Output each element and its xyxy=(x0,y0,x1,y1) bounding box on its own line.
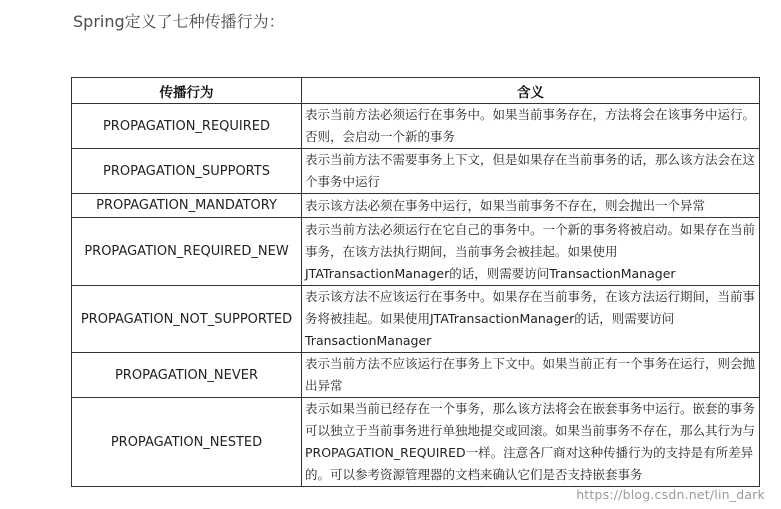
propagation-name: PROPAGATION_MANDATORY xyxy=(72,194,302,218)
propagation-name: PROPAGATION_NESTED xyxy=(72,398,302,487)
header-meaning: 含义 xyxy=(302,78,760,104)
table-row xyxy=(72,218,760,286)
intro-text: Spring定义了七种传播行为： xyxy=(73,12,285,31)
table-row xyxy=(72,353,760,398)
header-propagation-behavior: 传播行为 xyxy=(72,78,302,104)
propagation-name: PROPAGATION_REQUIRED xyxy=(72,104,302,149)
propagation-description: 表示如果当前已经存在一个事务，那么该方法将会在嵌套事务中运行。嵌套的事务可以独立于当前事务进行单独地提交或回滚。如果当前事务不存在，那么其行为与PROPAGATION_REQUIRED一样。注意各厂商对这种传播行为的支持是有所差异的。可以参考资源管理器的文档来确认它们是否支持嵌套事务 xyxy=(302,398,760,487)
table-row xyxy=(72,104,760,149)
propagation-table xyxy=(71,77,760,487)
table-header-row xyxy=(72,78,760,104)
propagation-description: 表示当前方法不应该运行在事务上下文中。如果当前正有一个事务在运行，则会抛出异常 xyxy=(302,353,760,398)
propagation-name: PROPAGATION_REQUIRED_NEW xyxy=(72,218,302,286)
propagation-name: PROPAGATION_SUPPORTS xyxy=(72,149,302,194)
table-row xyxy=(72,286,760,353)
propagation-name: PROPAGATION_NEVER xyxy=(72,353,302,398)
table-row xyxy=(72,194,760,218)
propagation-description: 表示该方法不应该运行在事务中。如果存在当前事务，在该方法运行期间，当前事务将被挂起。如果使用JTATransactionManager的话，则需要访问TransactionManager xyxy=(302,286,760,353)
watermark-url: https://blog.csdn.net/lin_dark xyxy=(576,487,765,502)
table-row xyxy=(72,149,760,194)
propagation-description: 表示该方法必须在事务中运行，如果当前事务不存在，则会抛出一个异常 xyxy=(302,194,760,218)
propagation-name: PROPAGATION_NOT_SUPPORTED xyxy=(72,286,302,353)
propagation-description: 表示当前方法必须运行在它自己的事务中。一个新的事务将被启动。如果存在当前事务，在该方法执行期间，当前事务会被挂起。如果使用JTATransactionManager的话，则需要访问TransactionManager xyxy=(302,218,760,286)
propagation-description: 表示当前方法必须运行在事务中。如果当前事务存在，方法将会在该事务中运行。否则，会启动一个新的事务 xyxy=(302,104,760,149)
propagation-description: 表示当前方法不需要事务上下文，但是如果存在当前事务的话，那么该方法会在这个事务中运行 xyxy=(302,149,760,194)
table-row xyxy=(72,398,760,487)
